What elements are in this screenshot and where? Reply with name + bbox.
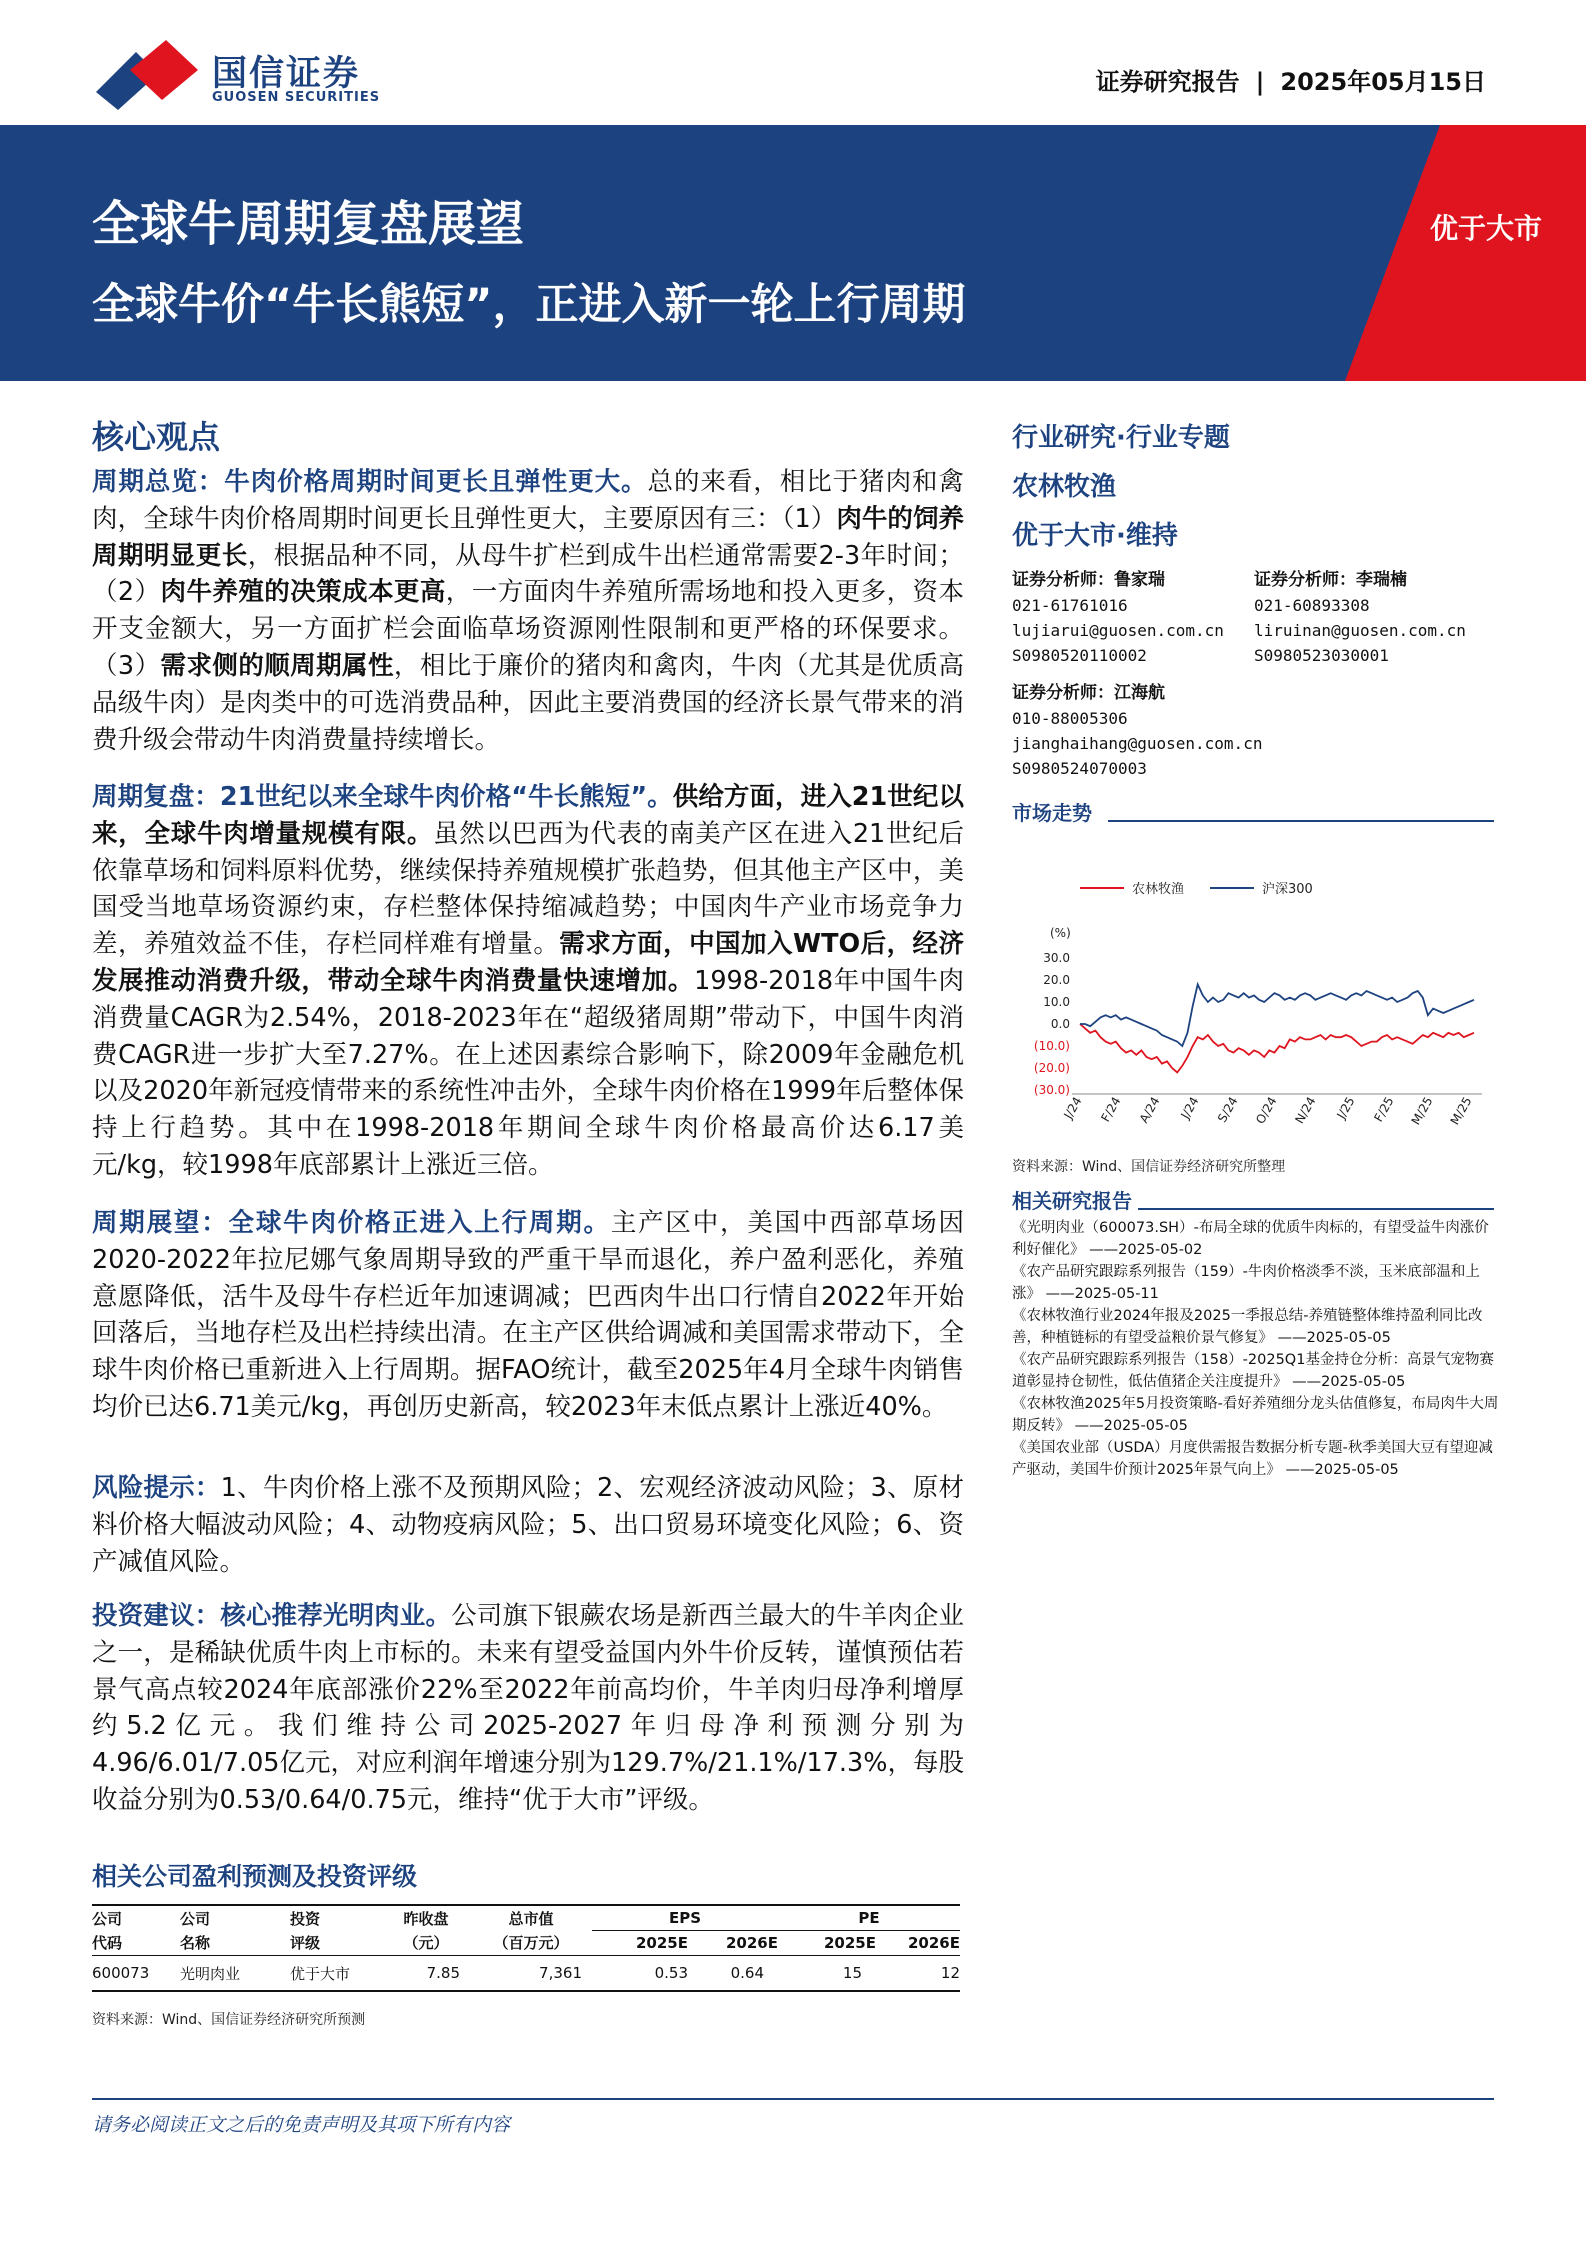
- analyst-email: liruinan@guosen.com.cn: [1254, 621, 1466, 640]
- analyst-name: 证券分析师：李瑞楠: [1254, 570, 1407, 590]
- series-line: [1080, 984, 1474, 1046]
- analyst-phone: 010-88005306: [1012, 709, 1128, 728]
- paragraph-bold: 供给方面，进入21世纪以来，全球牛肉增量规模有限。: [92, 782, 964, 849]
- report-type: 证券研究报告: [1095, 68, 1240, 96]
- y-axis-label: (%): [1050, 926, 1071, 940]
- cell-name: 光明肉业: [180, 1964, 241, 1983]
- cell-pe-2025: 15: [842, 1964, 862, 1982]
- analyst-card: [1012, 678, 1262, 778]
- title-banner: [0, 125, 1586, 381]
- analyst-cert: S0980520110002: [1012, 646, 1147, 665]
- related-report-item[interactable]: 《农产品研究跟踪系列报告（158）-2025Q1基金持仓分析：高景气宠物赛道彰显持仓韧性，低估值猪企关注度提升》 ——2025-05-05: [1012, 1352, 1494, 1390]
- footer-disclaimer: 请务必阅读正文之后的免责声明及其项下所有内容: [92, 2114, 511, 2136]
- cell-mcap: 7,361: [539, 1964, 582, 1982]
- report-title: 全球牛周期复盘展望: [92, 196, 525, 252]
- col-pe-2026: 2026E: [876, 1931, 960, 1956]
- related-reports-title: 相关研究报告: [1012, 1189, 1132, 1213]
- paragraph-lead: 周期复盘：21世纪以来全球牛肉价格“牛长熊短”。: [92, 782, 673, 812]
- related-report-item[interactable]: 《农林牧渔2025年5月投资策略-看好养殖细分龙头估值修复，布局肉牛大周期反转》 ——2025-05-05: [1012, 1396, 1499, 1434]
- logo-subtext: GUOSEN SECURITIES: [212, 90, 381, 105]
- col-mcap: 总市值: [508, 1909, 554, 1928]
- cell-code: 600073: [92, 1964, 150, 1982]
- col-code: 公司: [92, 1909, 123, 1928]
- related-report-item[interactable]: 《农林牧渔行业2024年报及2025一季报总结-养殖链整体维持盈利同比改善，种植链标的有望受益粮价景气修复》 ——2025-05-05: [1012, 1308, 1483, 1346]
- cell-close: 7.85: [426, 1964, 460, 1982]
- chart-legend: [1080, 881, 1313, 897]
- chart-axes: [1034, 926, 1482, 1127]
- report-meta: [1096, 62, 1486, 97]
- paragraph-cycle-review: [92, 779, 964, 1184]
- report-date: 2025年05月15日: [1280, 68, 1486, 96]
- y-tick-label: 0.0: [1050, 1017, 1070, 1031]
- chart-lines: [1080, 984, 1474, 1072]
- paragraph-bold: 需求方面，中国加入WTO后，经济发展推动消费升级，带动全球牛肉消费量快速增加。: [92, 929, 964, 996]
- paragraph-cycle-overview: [92, 464, 964, 758]
- x-tick-label: M/25: [1447, 1094, 1475, 1128]
- paragraph-bold: 需求侧的顺周期属性: [160, 650, 394, 681]
- related-report-item[interactable]: 《美国农业部（USDA）月度供需报告数据分析专题-秋季美国大豆有望迎减产驱动，美国牛价预计2025年景气向上》 ——2025-05-05: [1012, 1440, 1493, 1478]
- paragraph-lead: 风险提示：: [92, 1473, 221, 1503]
- paragraph-text: 主产区中，美国中西部草场因2020-2022年拉尼娜气象周期导致的严重干旱而退化，养户盈利恶化，养殖意愿降低，活牛及母牛存栏近年加速调减；巴西肉牛出口行情自2022年开始回落后，当地存栏及出栏持续出清。在主产区供给调减和美国需求带动下，全球牛肉价格已重新进入上行周期。据FAO统计，截至2025年4月全球牛肉销售均价已达6.71美元/kg，再创历史新高，较2023年末低点累计上涨近40%。: [92, 1208, 964, 1422]
- series-line: [1080, 1024, 1474, 1072]
- col-name: 公司: [180, 1909, 211, 1928]
- core-views-title: 核心观点: [92, 418, 221, 456]
- related-reports-rule: [1138, 1208, 1494, 1210]
- x-tick-label: F/24: [1098, 1094, 1124, 1125]
- market-trend-rule: [1108, 820, 1494, 822]
- paragraph-cycle-outlook: [92, 1205, 964, 1426]
- paragraph-bold: 肉牛的饲养周期明显更长: [92, 503, 964, 571]
- industry-name: 农林牧渔: [1012, 472, 1117, 502]
- analyst-name: 证券分析师：鲁家瑞: [1012, 570, 1165, 590]
- analyst-email: jianghaihang@guosen.com.cn: [1012, 734, 1263, 753]
- paragraph-bold: 肉牛养殖的决策成本更高: [160, 577, 446, 608]
- col-code-2: 代码: [92, 1934, 123, 1953]
- y-tick-label: (20.0): [1033, 1061, 1070, 1075]
- table-header-row: [92, 1931, 960, 1956]
- paragraph-text: 1、牛肉价格上涨不及预期风险；2、宏观经济波动风险；3、原材料价格大幅波动风险；4、动物疫病风险；5、出口贸易环境变化风险；6、资产减值风险。: [92, 1473, 964, 1577]
- analyst-phone: 021-61761016: [1012, 596, 1128, 615]
- table-row: [92, 1956, 960, 1992]
- y-tick-label: 20.0: [1043, 973, 1070, 987]
- cell-eps-2026: 0.64: [730, 1964, 764, 1982]
- x-tick-label: S/24: [1215, 1094, 1241, 1125]
- table-title: 相关公司盈利预测及投资评级: [92, 1862, 418, 1891]
- x-tick-label: J/25: [1334, 1094, 1358, 1122]
- paragraph-text: ，一方面肉牛养殖所需场地和投入更多，资本开支金额大，另一方面扩栏会面临草场资源刚性限制和更严格的环保要求。（3）: [92, 577, 964, 681]
- y-tick-label: (10.0): [1033, 1039, 1070, 1053]
- legend-label: 农林牧渔: [1132, 882, 1185, 897]
- related-report-item[interactable]: 《光明肉业（600073.SH）-布局全球的优质牛肉标的，有望受益牛肉涨价利好催化》 ——2025-05-02: [1012, 1220, 1489, 1258]
- y-tick-label: 10.0: [1043, 995, 1070, 1009]
- analyst-phone: 021-60893308: [1254, 596, 1370, 615]
- analyst-cert: S0980523030001: [1254, 646, 1389, 665]
- paragraph-text: 虽然以巴西为代表的南美产区在进入21世纪后依靠草场和饲料原料优势，继续保持养殖规模扩张趋势，但其他主产区中，美国受当地草场资源约束，存栏整体保持缩减趋势；中国肉牛产业市场竞争力差，养殖效益不佳，存栏同样难有增量。: [92, 818, 964, 960]
- market-trend-chart: [1012, 860, 1494, 1135]
- col-close: 昨收盘: [403, 1909, 449, 1928]
- x-tick-label: A/24: [1136, 1094, 1163, 1126]
- analyst-card: [1254, 565, 1466, 665]
- cell-rating: 优于大市: [290, 1964, 351, 1983]
- col-eps-2025: 2025E: [592, 1931, 688, 1956]
- col-rating: 投资: [290, 1909, 321, 1928]
- report-category: 行业研究·行业专题: [1012, 423, 1230, 453]
- industry-rating: 优于大市·维持: [1012, 521, 1178, 551]
- meta-separator: |: [1255, 68, 1265, 96]
- x-tick-label: J/24: [1178, 1094, 1202, 1122]
- x-tick-label: O/24: [1253, 1094, 1280, 1127]
- col-eps-2026: 2026E: [688, 1931, 778, 1956]
- paragraph-lead: 投资建议：核心推荐光明肉业。: [92, 1601, 452, 1631]
- paragraph-lead: 周期展望：全球牛肉价格正进入上行周期。: [92, 1208, 611, 1238]
- logo-text: 国信证券: [212, 54, 361, 94]
- analyst-card: [1012, 565, 1224, 665]
- col-name-2: 名称: [180, 1934, 211, 1953]
- paragraph-text: 1998-2018年中国牛肉消费量CAGR为2.54%，2018-2023年在“超级猪周期”带动下，中国牛肉消费CAGR进一步扩大至7.27%。在上述因素综合影响下，除2009年金融危机以及2020年新冠疫情带来的系统性冲击外，全球牛肉价格在1999年后整体保持上行趋势。其中在1998-2018年期间全球牛肉价格最高价达6.17美元/kg，较1998年底部累计上涨近三倍。: [92, 965, 964, 1180]
- earnings-table: [92, 1906, 960, 1992]
- col-close-2: （元）: [403, 1934, 449, 1953]
- chart-source: 资料来源：Wind、国信证券经济研究所整理: [1012, 1159, 1286, 1175]
- x-tick-label: N/24: [1292, 1094, 1319, 1127]
- analyst-name: 证券分析师：江海航: [1012, 683, 1165, 703]
- col-pe-2025: 2025E: [778, 1931, 876, 1956]
- paragraph-lead: 周期总览：牛肉价格周期时间更长且弹性更大。: [92, 467, 648, 497]
- paragraph-text: ，相比于廉价的猪肉和禽肉，牛肉（尤其是优质高品级牛肉）是肉类中的可选消费品种，因此主要消费国的经济长景气带来的消费升级会带动牛肉消费量持续增长。: [92, 650, 964, 755]
- rating-badge: 优于大市: [1430, 212, 1543, 245]
- paragraph-text: 总的来看，相比于猪肉和禽肉，全球牛肉价格周期时间更长且弹性更大，主要原因有三：（1）: [92, 467, 964, 534]
- related-report-item[interactable]: 《农产品研究跟踪系列报告（159）-牛肉价格淡季不淡，玉米底部温和上涨》 ——2025-05-11: [1012, 1264, 1480, 1302]
- y-tick-label: (30.0): [1033, 1083, 1070, 1097]
- analyst-email: lujiarui@guosen.com.cn: [1012, 621, 1224, 640]
- table-source: 资料来源：Wind、国信证券经济研究所预测: [92, 2012, 366, 2028]
- footer-rule: [92, 2098, 1494, 2100]
- x-tick-label: J/24: [1061, 1094, 1085, 1122]
- col-eps: EPS: [668, 1909, 702, 1927]
- analyst-cert: S0980524070003: [1012, 759, 1147, 778]
- paragraph-text: 公司旗下银蕨农场是新西兰最大的牛羊肉企业之一，是稀缺优质牛肉上市标的。未来有望受益国内外牛价反转，谨慎预估若景气高点较2024年底部涨价22%至2022年前高均价，牛羊肉归母净利增厚约5.2亿元。我们维持公司2025-2027年归母净利预测分别为4.96/6.01/7.05亿元，对应利润年增速分别为129.7%/21.1%/17.3%，每股收益分别为0.53/0.64/0.75元，维持“优于大市”评级。: [92, 1601, 964, 1815]
- table-header-row: [92, 1906, 960, 1931]
- paragraph-text: ，根据品种不同，从母牛扩栏到成牛出栏通常需要2-3年时间；（2）: [92, 540, 964, 608]
- col-mcap-2: （百万元）: [493, 1934, 569, 1953]
- col-pe: PE: [858, 1909, 880, 1927]
- report-subtitle: 全球牛价“牛长熊短”，正进入新一轮上行周期: [92, 280, 966, 330]
- col-rating-2: 评级: [290, 1934, 321, 1953]
- rating-badge-shape: [1345, 125, 1586, 381]
- cell-pe-2026: 12: [940, 1964, 960, 1982]
- y-tick-label: 30.0: [1043, 951, 1070, 965]
- guosen-logo-icon: [96, 40, 206, 110]
- market-trend-title: 市场走势: [1012, 801, 1092, 825]
- x-tick-label: M/25: [1408, 1094, 1436, 1128]
- cell-eps-2025: 0.53: [654, 1964, 688, 1982]
- legend-label: 沪深300: [1262, 882, 1313, 897]
- paragraph-investment: [92, 1598, 964, 1819]
- paragraph-risk: [92, 1470, 964, 1580]
- related-reports-list: [1012, 1217, 1502, 1481]
- x-tick-label: F/25: [1371, 1094, 1397, 1125]
